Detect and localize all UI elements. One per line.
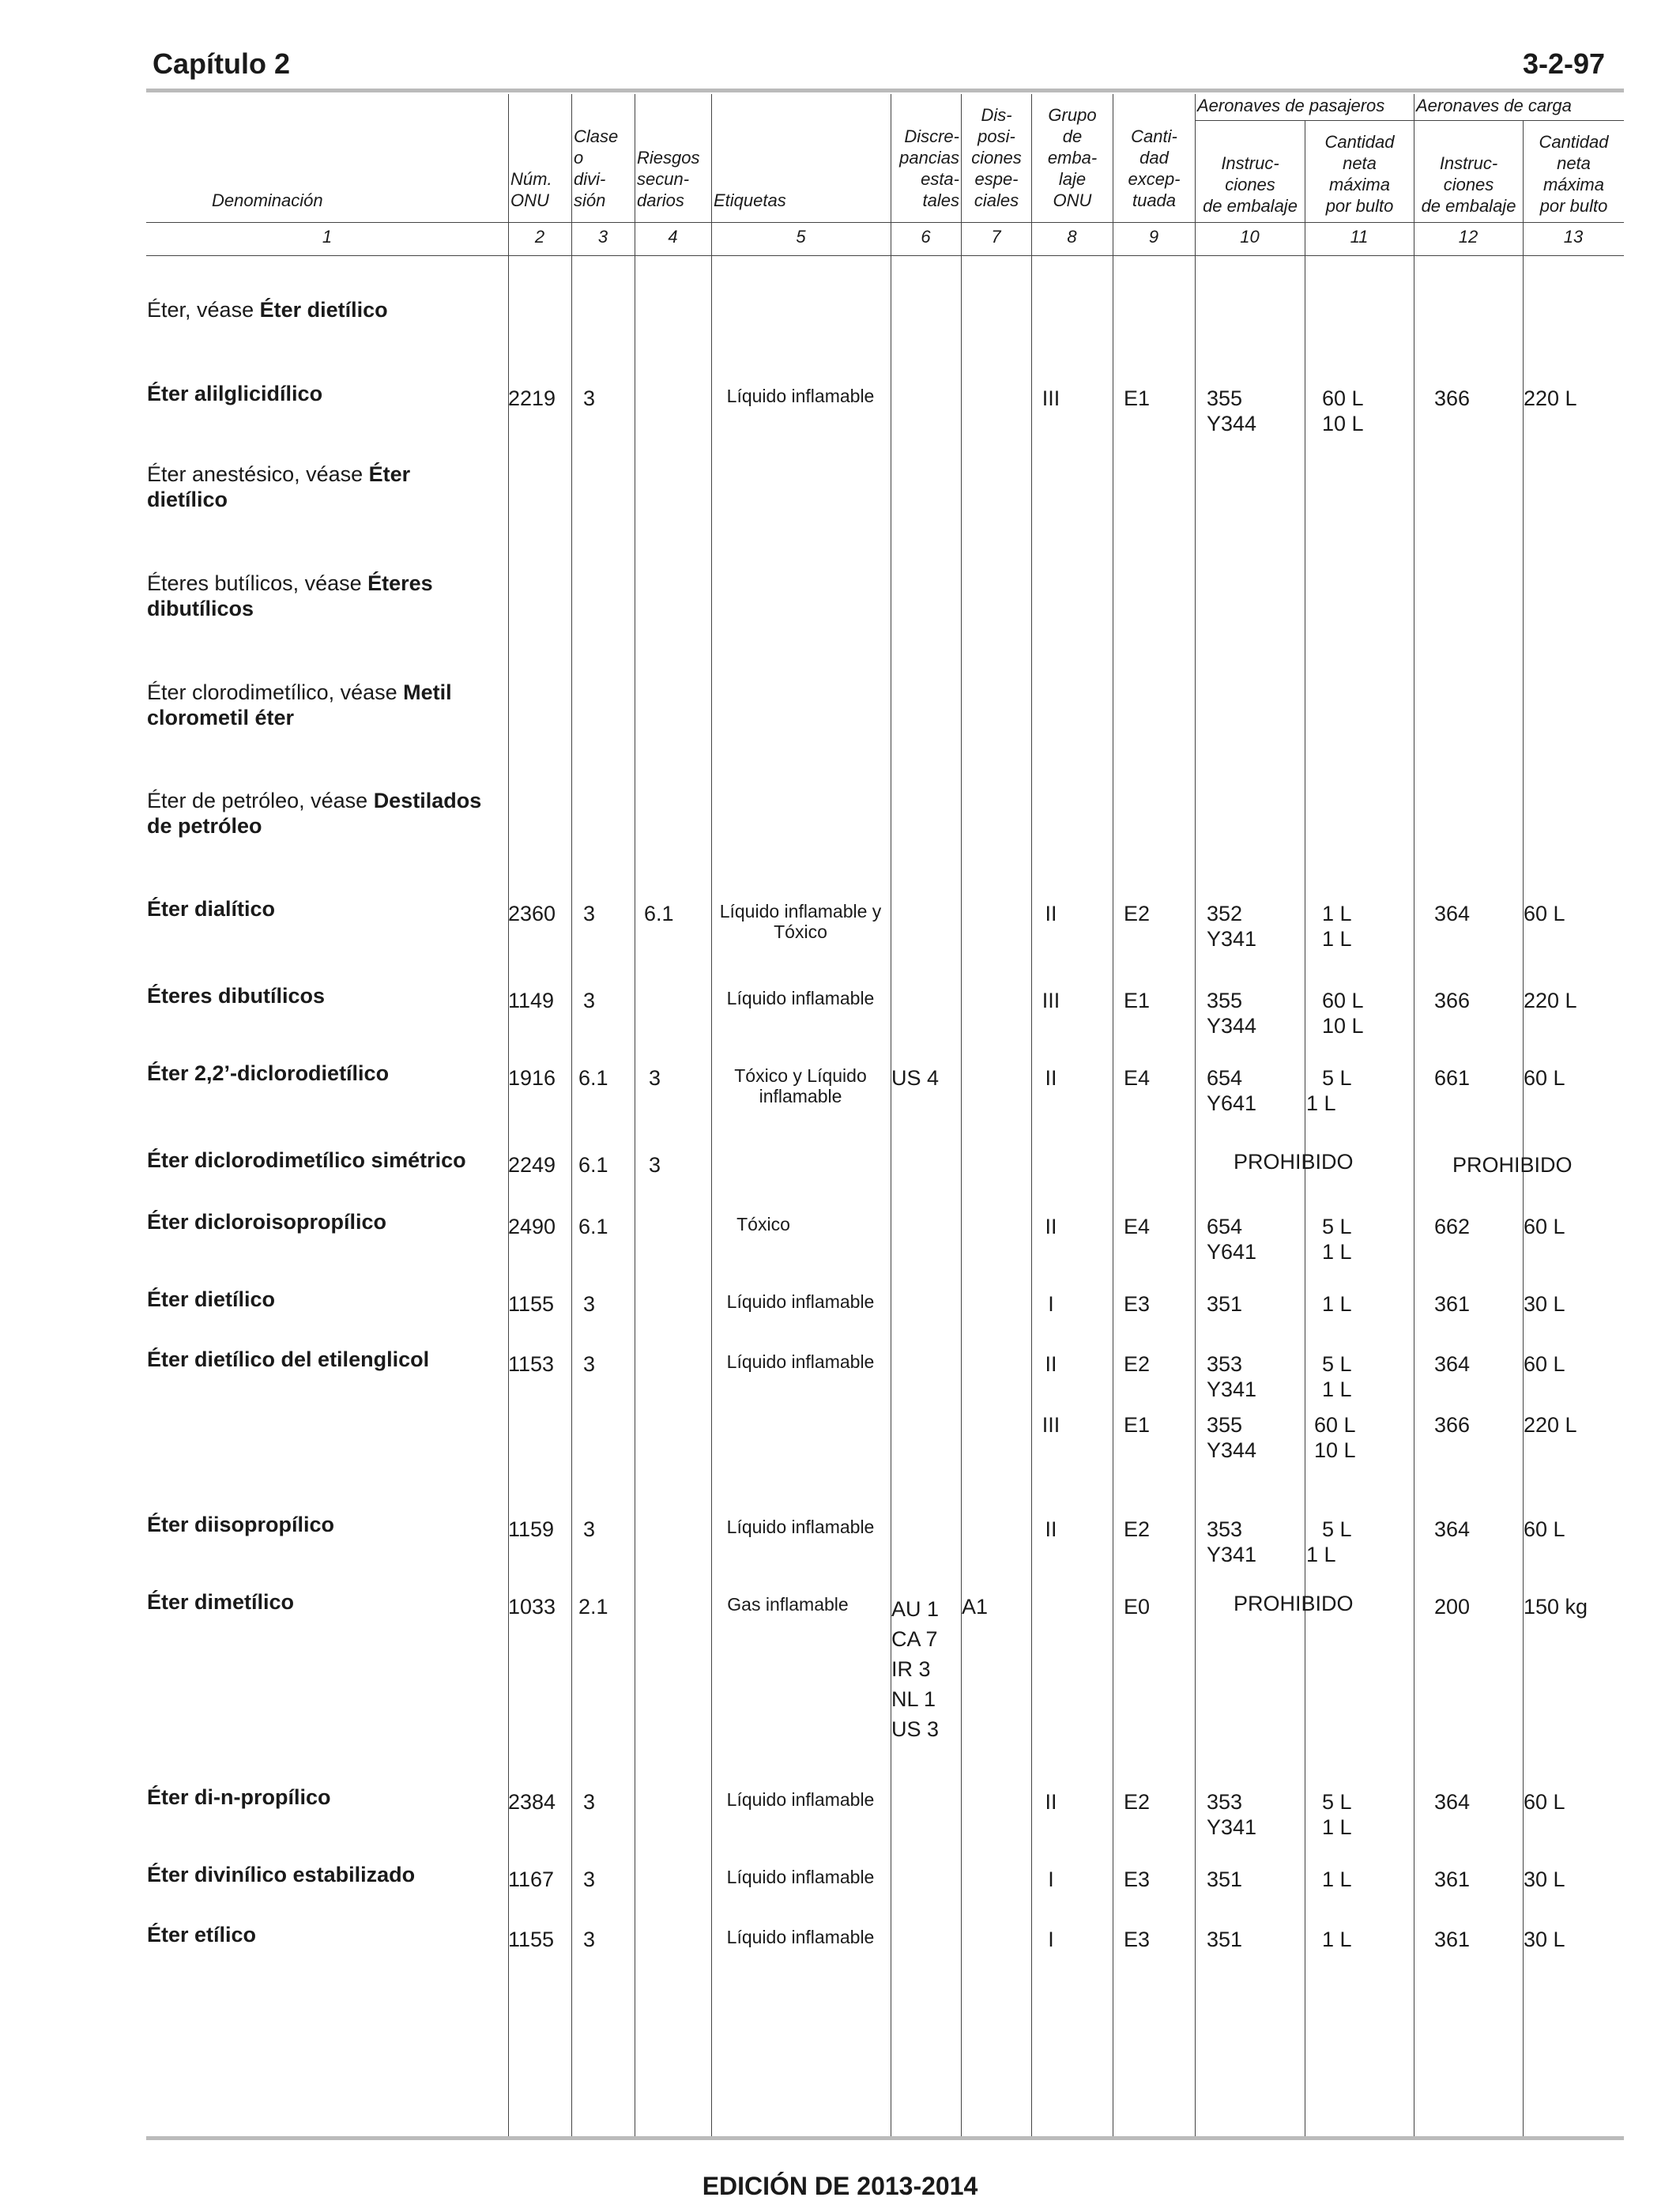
passenger-instruction: 654 Y641 <box>1207 1215 1257 1264</box>
cargo-quantity: 60 L <box>1524 1517 1565 1541</box>
packing-group: III <box>1042 1413 1060 1437</box>
passenger-instruction: 355 Y344 <box>1207 989 1257 1038</box>
class-division: 6.1 <box>578 1153 608 1177</box>
table-row-name: Éteres dibutílicos <box>147 984 326 1008</box>
passenger-quantity: 5 L 1 L <box>1306 1066 1352 1115</box>
subsidiary-risk: 6.1 <box>644 902 674 925</box>
cargo-instruction: 361 <box>1434 1928 1471 1951</box>
passenger-quantity: 5 L 1 L <box>1306 1517 1352 1566</box>
onu-number: 1167 <box>508 1867 555 1891</box>
cargo-quantity: 30 L <box>1524 1292 1565 1316</box>
passenger-quantity: 5 L 1 L <box>1322 1215 1352 1264</box>
col-number: 12 <box>1458 227 1478 247</box>
passenger-instruction: 353 Y341 <box>1207 1517 1257 1566</box>
onu-number: 1153 <box>508 1352 555 1376</box>
packing-group: I <box>1048 1867 1054 1891</box>
cargo-quantity: 60 L <box>1524 1066 1565 1090</box>
cargo-instruction: 366 <box>1434 386 1471 410</box>
col-number: 11 <box>1350 227 1369 247</box>
label-text: Líquido inflamable <box>726 1789 875 1810</box>
passenger-quantity: 1 L <box>1322 1928 1352 1951</box>
class-division: 3 <box>583 1928 596 1951</box>
edition-footer: EDICIÓN DE 2013-2014 <box>702 2172 978 2200</box>
cargo-quantity: 220 L <box>1524 989 1577 1012</box>
passenger-instruction: 355 Y344 <box>1207 1413 1257 1462</box>
label-text: Líquido inflamable <box>726 1927 875 1947</box>
cargo-instruction: 366 <box>1434 1413 1471 1437</box>
col-header-cantidad-exceptuada: Canti- dad excep- tuada <box>1128 126 1181 210</box>
cargo-quantity: 220 L <box>1524 386 1577 410</box>
header-rule <box>146 89 1624 92</box>
col-number: 8 <box>1067 227 1077 247</box>
col-header-instrucciones-pasajeros: Instruc- ciones de embalaje <box>1203 153 1298 216</box>
cargo-instruction: 200 <box>1434 1595 1471 1619</box>
page-number: 3-2-97 <box>1522 47 1605 80</box>
col-number: 5 <box>796 227 806 247</box>
col-sep-13 <box>1523 120 1524 2136</box>
excepted-quantity: E2 <box>1124 902 1151 925</box>
cargo-instruction: 661 <box>1434 1066 1471 1090</box>
cargo-quantity: 60 L <box>1524 902 1565 925</box>
onu-number: 1916 <box>508 1066 556 1090</box>
packing-group: III <box>1042 386 1060 410</box>
subsidiary-risk: 3 <box>649 1066 661 1090</box>
passenger-quantity: 1 L <box>1322 1292 1352 1316</box>
class-division: 2.1 <box>578 1595 608 1619</box>
class-division: 3 <box>583 902 596 925</box>
onu-number: 1149 <box>508 989 555 1012</box>
col-header-etiquetas: Etiquetas <box>714 190 786 210</box>
passenger-quantity: 1 L 1 L <box>1322 902 1352 951</box>
class-division: 3 <box>583 989 596 1012</box>
passenger-instruction: 355 Y344 <box>1207 386 1257 435</box>
passenger-instruction: 353 Y341 <box>1207 1352 1257 1401</box>
label-text: Tóxico y Líquido inflamable <box>734 1065 867 1106</box>
table-row-name: Éter dietílico <box>147 1287 276 1311</box>
table-row-name: Éter, véase Éter dietílico <box>147 298 388 322</box>
label-text: Líquido inflamable y Tóxico <box>719 901 882 942</box>
cargo-quantity: 30 L <box>1524 1928 1565 1951</box>
col-number: 6 <box>921 227 931 247</box>
onu-number: 1159 <box>508 1517 555 1541</box>
cargo-forbidden: PROHIBIDO <box>1452 1153 1573 1177</box>
passenger-instruction: 654 Y641 <box>1207 1066 1257 1115</box>
class-division: 3 <box>583 1790 596 1814</box>
passenger-instruction: 351 <box>1207 1867 1243 1891</box>
onu-number: 2490 <box>508 1215 556 1238</box>
col-sep-3 <box>571 94 572 2136</box>
table-row-name: Éter diisopropílico <box>147 1513 335 1536</box>
state-variations: AU 1 CA 7 IR 3 NL 1 US 3 <box>891 1597 940 1741</box>
col-header-cantidad-pasajeros: Cantidad neta máxima por bulto <box>1324 132 1395 216</box>
table-row-name: Éter anestésico, véase Éter dietílico <box>147 462 411 511</box>
col-number: 10 <box>1240 227 1260 247</box>
table-row-name: Éter etílico <box>147 1923 257 1947</box>
col-header-instrucciones-carga: Instruc- ciones de embalaje <box>1421 153 1516 216</box>
footer-rule <box>146 2136 1624 2140</box>
column-number-line <box>146 255 1624 256</box>
onu-number: 1155 <box>508 1292 555 1316</box>
col-number: 13 <box>1563 227 1584 247</box>
col-number: 9 <box>1148 227 1159 247</box>
excepted-quantity: E3 <box>1124 1928 1151 1951</box>
col-header-discrepancias: Discre- pancias esta- tales <box>899 126 959 210</box>
col-number: 2 <box>534 227 545 247</box>
excepted-quantity: E1 <box>1124 386 1151 410</box>
packing-group: I <box>1048 1928 1054 1951</box>
cargo-instruction: 364 <box>1434 1790 1471 1814</box>
cargo-instruction: 364 <box>1434 1352 1471 1376</box>
class-division: 6.1 <box>578 1215 608 1238</box>
packing-group: III <box>1042 989 1060 1012</box>
class-division: 3 <box>583 1517 596 1541</box>
passenger-quantity: 1 L <box>1322 1867 1352 1891</box>
cargo-quantity: 30 L <box>1524 1867 1565 1891</box>
excepted-quantity: E1 <box>1124 1413 1151 1437</box>
table-row-name: Éter dietílico del etilenglicol <box>147 1347 430 1371</box>
label-text: Líquido inflamable <box>726 1351 875 1372</box>
col-sep-7 <box>961 94 962 2136</box>
col-header-num-onu: Núm. ONU <box>510 169 552 210</box>
chapter-title: Capítulo 2 <box>153 47 291 80</box>
excepted-quantity: E4 <box>1124 1215 1151 1238</box>
class-division: 3 <box>583 1292 596 1316</box>
cargo-quantity: 60 L <box>1524 1352 1565 1376</box>
table-row-name: Éter divinílico estabilizado <box>147 1863 416 1886</box>
passenger-instruction: 351 <box>1207 1292 1243 1316</box>
cargo-instruction: 361 <box>1434 1292 1471 1316</box>
packing-group: II <box>1045 1215 1057 1238</box>
onu-number: 1033 <box>508 1595 556 1619</box>
label-text: Tóxico <box>736 1214 790 1234</box>
onu-number: 1155 <box>508 1928 555 1951</box>
onu-number: 2384 <box>508 1790 556 1814</box>
onu-number: 2219 <box>508 386 556 410</box>
cargo-quantity: 60 L <box>1524 1215 1565 1238</box>
table-row-name: Éter dimetílico <box>147 1590 295 1614</box>
packing-group: II <box>1045 1352 1057 1376</box>
col-header-denominacion: Denominación <box>212 190 323 210</box>
passenger-quantity: 60 L 10 L <box>1314 1413 1356 1462</box>
excepted-quantity: E0 <box>1124 1595 1151 1619</box>
label-text: Líquido inflamable <box>726 1867 875 1887</box>
passenger-quantity: 5 L 1 L <box>1322 1790 1352 1839</box>
col-number: 4 <box>668 227 678 247</box>
subsidiary-risk: 3 <box>649 1153 661 1177</box>
excepted-quantity: E1 <box>1124 989 1151 1012</box>
excepted-quantity: E2 <box>1124 1517 1151 1541</box>
col-number: 1 <box>322 227 333 247</box>
table-row-name: Éter de petróleo, véase Destilados de petróleo <box>147 789 482 838</box>
passenger-instruction: 353 Y341 <box>1207 1790 1257 1839</box>
class-division: 3 <box>583 1352 596 1376</box>
passenger-quantity: 5 L 1 L <box>1322 1352 1352 1401</box>
cargo-quantity: 220 L <box>1524 1413 1577 1437</box>
cargo-instruction: 361 <box>1434 1867 1471 1891</box>
passenger-instruction: 352 Y341 <box>1207 902 1257 951</box>
class-division: 3 <box>583 1867 596 1891</box>
onu-number: 2249 <box>508 1153 556 1177</box>
packing-group: II <box>1045 1517 1057 1541</box>
col-header-riesgos: Riesgos secun- darios <box>637 148 700 210</box>
label-text: Gas inflamable <box>727 1594 849 1615</box>
packing-group: II <box>1045 902 1057 925</box>
col-number: 3 <box>597 227 608 247</box>
col-header-carga: Aeronaves de carga <box>1416 96 1572 115</box>
label-text: Líquido inflamable <box>726 988 875 1008</box>
col-number: 7 <box>991 227 1001 247</box>
cargo-instruction: 364 <box>1434 902 1471 925</box>
table-row-name: Éter 2,2’-diclorodietílico <box>147 1061 390 1085</box>
table-row-name: Éter dialítico <box>147 897 276 921</box>
excepted-quantity: E3 <box>1124 1867 1151 1891</box>
packing-group: I <box>1048 1292 1054 1316</box>
col-header-disposiciones: Dis- posi- ciones espe- ciales <box>971 105 1022 210</box>
aircraft-group-line <box>1195 120 1624 121</box>
label-text: Líquido inflamable <box>726 386 875 406</box>
passenger-quantity: 60 L 10 L <box>1322 386 1364 435</box>
col-header-clase: Clase o divi- sión <box>574 126 619 210</box>
cargo-instruction: 366 <box>1434 989 1471 1012</box>
label-text: Líquido inflamable <box>726 1517 875 1537</box>
table-row-name: Éteres butílicos, véase Éteres dibutílicos <box>147 571 433 620</box>
passenger-forbidden: PROHIBIDO <box>1234 1592 1354 1615</box>
cargo-quantity: 60 L <box>1524 1790 1565 1814</box>
excepted-quantity: E3 <box>1124 1292 1151 1316</box>
packing-group: II <box>1045 1790 1057 1814</box>
passenger-forbidden: PROHIBIDO <box>1234 1150 1354 1174</box>
class-division: 3 <box>583 386 596 410</box>
special-provision: A1 <box>962 1595 989 1619</box>
table-row-name: Éter alilglicidílico <box>147 382 323 405</box>
cargo-quantity: 150 kg <box>1524 1595 1588 1619</box>
packing-group: II <box>1045 1066 1057 1090</box>
table-row-name: Éter dicloroisopropílico <box>147 1210 387 1234</box>
cargo-instruction: 364 <box>1434 1517 1471 1541</box>
class-division: 6.1 <box>578 1066 608 1090</box>
excepted-quantity: E2 <box>1124 1352 1151 1376</box>
col-header-grupo: Grupo de emba- laje ONU <box>1047 105 1098 210</box>
header-bottom-line <box>146 222 1624 223</box>
table-row-name: Éter diclorodimetílico simétrico <box>147 1148 466 1172</box>
col-sep-10 <box>1195 94 1196 2136</box>
table-row-name: Éter di-n-propílico <box>147 1785 331 1809</box>
state-variation: US 4 <box>891 1066 940 1090</box>
table-row-name: Éter clorodimetílico, véase Metil clorometil éter <box>147 680 452 729</box>
excepted-quantity: E2 <box>1124 1790 1151 1814</box>
onu-number: 2360 <box>508 902 556 925</box>
passenger-instruction: 351 <box>1207 1928 1243 1951</box>
excepted-quantity: E4 <box>1124 1066 1151 1090</box>
passenger-quantity: 60 L 10 L <box>1322 989 1364 1038</box>
col-header-pasajeros: Aeronaves de pasajeros <box>1197 96 1385 115</box>
label-text: Líquido inflamable <box>726 1291 875 1312</box>
cargo-instruction: 662 <box>1434 1215 1471 1238</box>
col-header-cantidad-carga: Cantidad neta máxima por bulto <box>1539 132 1609 216</box>
